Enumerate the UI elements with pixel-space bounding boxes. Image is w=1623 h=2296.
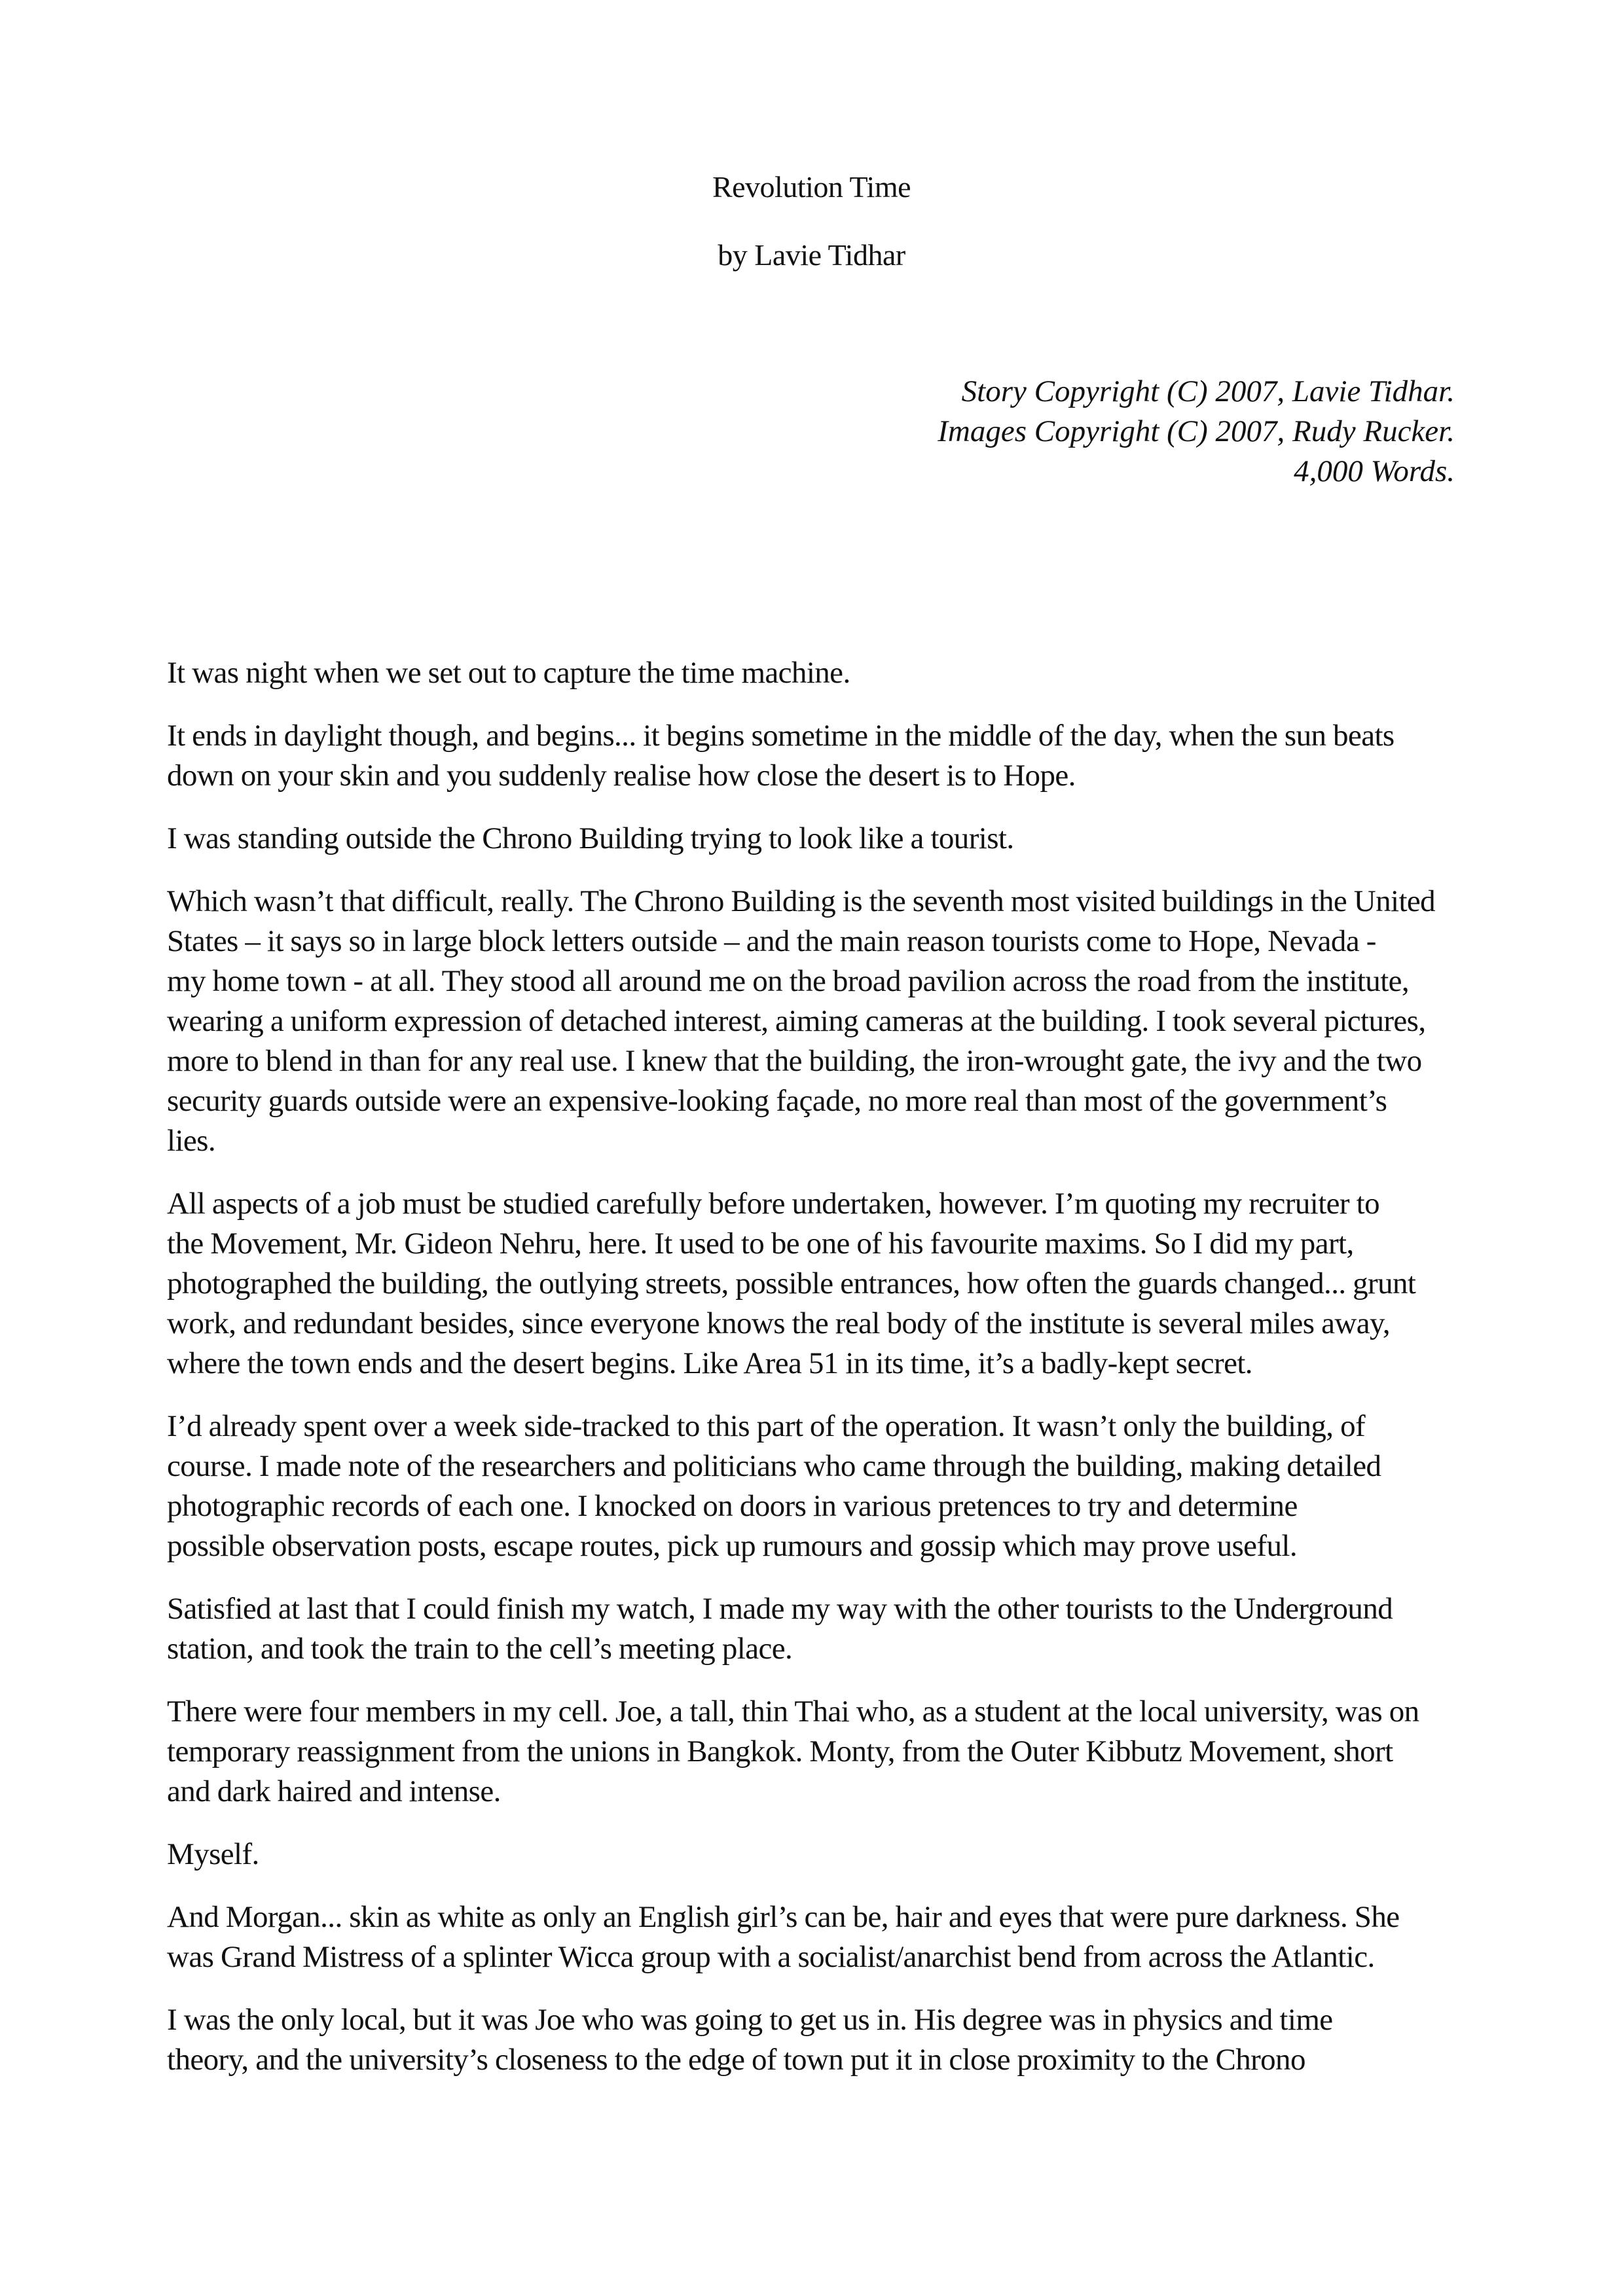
paragraph-line: Satisfied at last that I could finish my watch, I made my way with the other tourists to the Underground <box>167 1592 1393 1626</box>
paragraph-line: was Grand Mistress of a splinter Wicca group with a socialist/anarchist bend from across the Atlantic. <box>167 1940 1375 1974</box>
story-paragraph <box>167 1407 1463 1566</box>
paragraph-line: work, and redundant besides, since everyone knows the real body of the institute is several miles away, <box>167 1306 1390 1340</box>
images-copyright: Images Copyright (C) 2007, Rudy Rucker. <box>938 414 1455 448</box>
paragraph-line: photographic records of each one. I knocked on doors in various pretences to try and determine <box>167 1489 1298 1523</box>
paragraph-line: I was standing outside the Chrono Building trying to look like a tourist. <box>167 821 1014 855</box>
paragraph-line: temporary reassignment from the unions in Bangkok. Monty, from the Outer Kibbutz Movement, short <box>167 1734 1393 1768</box>
story-paragraph <box>167 1589 1463 1669</box>
paragraph-line: It ends in daylight though, and begins... it begins sometime in the middle of the day, when the sun beats <box>167 719 1395 753</box>
paragraph-line: possible observation posts, escape routes, pick up rumours and gossip which may prove useful. <box>167 1529 1297 1563</box>
author-byline: by Lavie Tidhar <box>718 238 905 272</box>
paragraph-line: and dark haired and intense. <box>167 1774 501 1808</box>
story-paragraph <box>167 1184 1463 1384</box>
story-copyright: Story Copyright (C) 2007, Lavie Tidhar. <box>961 374 1455 408</box>
paragraph-line: course. I made note of the researchers and politicians who came through the building, making detailed <box>167 1449 1381 1483</box>
paragraph-line: It was night when we set out to capture the time machine. <box>167 656 850 690</box>
paragraph-line: Myself. <box>167 1837 259 1871</box>
paragraph-line: I’d already spent over a week side-tracked to this part of the operation. It wasn’t only the building, of <box>167 1409 1366 1443</box>
paragraph-line: photographed the building, the outlying streets, possible entrances, how often the guards changed... grunt <box>167 1266 1416 1300</box>
paragraph-line: more to blend in than for any real use. I knew that the building, the iron-wrought gate, the ivy and the two <box>167 1044 1422 1078</box>
paragraph-line: There were four members in my cell. Joe, a tall, thin Thai who, as a student at the local university, was on <box>167 1695 1419 1729</box>
story-paragraph <box>167 882 1463 1161</box>
paragraph-line: States – it says so in large block letters outside – and the main reason tourists come to Hope, Nevada - <box>167 924 1376 958</box>
paragraph-line: I was the only local, but it was Joe who was going to get us in. His degree was in physics and time <box>167 2003 1333 2037</box>
paragraph-line: the Movement, Mr. Gideon Nehru, here. It used to be one of his favourite maxims. So I did my part, <box>167 1227 1354 1261</box>
story-paragraph <box>167 1692 1463 1812</box>
paragraph-line: theory, and the university’s closeness to the edge of town put it in close proximity to the Chrono <box>167 2043 1305 2077</box>
paragraph-line: security guards outside were an expensive-looking façade, no more real than most of the government’s <box>167 1084 1387 1118</box>
story-paragraph <box>167 2000 1463 2080</box>
story-paragraph <box>167 653 1463 693</box>
paragraph-line: All aspects of a job must be studied carefully before undertaken, however. I’m quoting my recruiter to <box>167 1187 1379 1221</box>
paragraph-line: And Morgan... skin as white as only an English girl’s can be, hair and eyes that were pure darkness. She <box>167 1900 1400 1934</box>
story-body <box>167 653 1463 2103</box>
paragraph-line: down on your skin and you suddenly realise how close the desert is to Hope. <box>167 759 1076 793</box>
paragraph-line: my home town - at all. They stood all around me on the broad pavilion across the road from the institute, <box>167 964 1410 998</box>
story-title: Revolution Time <box>712 170 911 204</box>
copyright-block <box>938 372 1455 492</box>
paragraph-line: Which wasn’t that difficult, really. The Chrono Building is the seventh most visited buildings in the United <box>167 884 1436 918</box>
word-count: 4,000 Words. <box>1294 454 1455 488</box>
story-paragraph <box>167 1897 1463 1977</box>
story-paragraph <box>167 819 1463 859</box>
paragraph-line: lies. <box>167 1124 216 1158</box>
story-paragraph <box>167 716 1463 796</box>
paragraph-line: station, and took the train to the cell’s meeting place. <box>167 1632 793 1666</box>
paragraph-line: wearing a uniform expression of detached interest, aiming cameras at the building. I took several pictures, <box>167 1004 1426 1038</box>
story-paragraph <box>167 1835 1463 1874</box>
paragraph-line: where the town ends and the desert begins. Like Area 51 in its time, it’s a badly-kept secret. <box>167 1346 1252 1380</box>
